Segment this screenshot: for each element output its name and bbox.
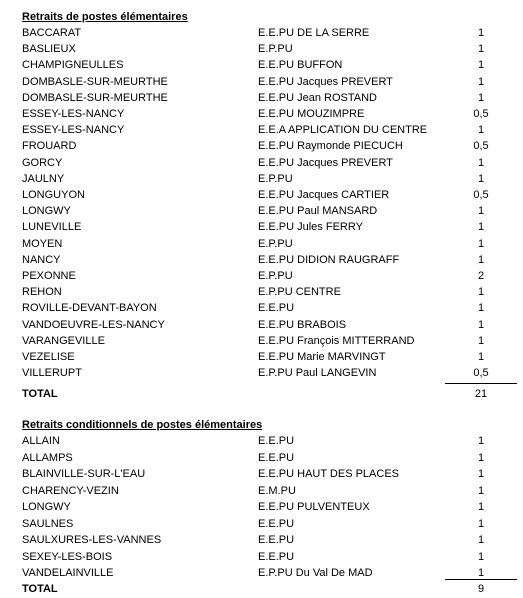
commune-cell: VANDELAINVILLE: [22, 567, 114, 579]
table-row: [0, 42, 523, 58]
table-row: [0, 204, 523, 220]
table-row: [0, 366, 523, 382]
value-cell: 1: [477, 75, 485, 88]
school-cell: E.E.PU DE LA SERRE: [258, 27, 370, 39]
school-cell: E.E.PU BRABOIS: [258, 318, 347, 331]
commune-cell: MOYEN: [22, 237, 63, 250]
commune-cell: REHON: [22, 286, 62, 299]
value-cell: 1: [477, 286, 485, 299]
table-row: [0, 467, 523, 483]
commune-cell: ALLAIN: [22, 435, 60, 447]
total-value: 9: [477, 583, 485, 595]
value-cell: 1: [477, 334, 485, 347]
value-cell: 1: [477, 253, 485, 266]
commune-cell: SAULXURES-LES-VANNES: [22, 534, 162, 546]
school-cell: E.P.PU: [258, 270, 293, 282]
commune-cell: LONGUYON: [22, 189, 85, 201]
table-row: [0, 334, 523, 350]
table-row: [0, 434, 523, 450]
value-cell: 1: [477, 318, 485, 331]
commune-cell: VILLERUPT: [22, 367, 82, 380]
commune-cell: BLAINVILLE-SUR-L'EAU: [22, 468, 146, 480]
table-row: [0, 172, 523, 188]
value-cell: 1: [477, 205, 485, 218]
commune-cell: NANCY: [22, 253, 61, 266]
school-cell: E.E.A APPLICATION DU CENTRE: [258, 124, 428, 137]
commune-cell: CHARENCY-VEZIN: [22, 484, 119, 497]
table-row: [0, 253, 523, 269]
value-cell: 1: [477, 59, 485, 72]
table-row: [0, 156, 523, 172]
commune-cell: VEZELISE: [22, 351, 75, 363]
commune-cell: ALLAMPS: [22, 451, 73, 464]
table-row: [0, 139, 523, 155]
commune-cell: ROVILLE-DEVANT-BAYON: [22, 302, 157, 315]
school-cell: E.E.PU: [258, 517, 295, 530]
table-row: [0, 350, 523, 366]
table-row: [0, 75, 523, 91]
school-cell: E.E.PU: [258, 451, 295, 464]
school-cell: E.P.PU CENTRE: [258, 286, 341, 299]
commune-cell: LONGWY: [22, 205, 71, 218]
school-cell: E.E.PU DIDION RAUGRAFF: [258, 253, 400, 266]
commune-cell: DOMBASLE-SUR-MEURTHE: [22, 91, 168, 104]
commune-cell: CHAMPIGNEULLES: [22, 59, 124, 72]
school-cell: E.E.PU PULVENTEUX: [258, 501, 370, 513]
commune-cell: FROUARD: [22, 140, 77, 153]
table-row: [0, 285, 523, 301]
section-title: Retraits conditionnels de postes élémentaires: [22, 419, 263, 431]
commune-cell: JAULNY: [22, 172, 65, 185]
table-row: [0, 451, 523, 467]
table-row: [0, 301, 523, 317]
value-cell: 1: [477, 501, 485, 513]
value-cell: 1: [477, 517, 485, 530]
table-row: [0, 107, 523, 123]
commune-cell: LUNEVILLE: [22, 221, 82, 234]
table-row: [0, 517, 523, 533]
school-cell: E.E.PU Jacques CARTIER: [258, 189, 390, 201]
total-label: TOTAL: [22, 583, 58, 595]
school-cell: E.E.PU: [258, 435, 295, 447]
total-label: TOTAL: [22, 388, 58, 400]
value-cell: 2: [477, 270, 485, 282]
table-row: [0, 58, 523, 74]
value-cell: 0,5: [473, 189, 489, 201]
commune-cell: ESSEY-LES-NANCY: [22, 124, 125, 137]
total-value: 21: [474, 388, 488, 400]
total-rule: [445, 383, 517, 384]
value-cell: 1: [477, 124, 485, 137]
table-row: [0, 500, 523, 516]
school-cell: E.P.PU: [258, 237, 293, 250]
school-cell: E.E.PU Raymonde PIECUCH: [258, 140, 403, 153]
school-cell: E.E.PU François MITTERRAND: [258, 334, 415, 347]
value-cell: 1: [477, 91, 485, 104]
table-row: [0, 188, 523, 204]
school-cell: E.E.PU: [258, 302, 295, 315]
value-cell: 1: [477, 468, 485, 480]
school-cell: E.P.PU Du Val De MAD: [258, 567, 373, 579]
school-cell: E.E.PU HAUT DES PLACES: [258, 468, 400, 480]
school-cell: E.P.PU: [258, 43, 293, 56]
value-cell: 1: [477, 550, 485, 563]
school-cell: E.E.PU Paul MANSARD: [258, 205, 378, 218]
table-row: [0, 484, 523, 500]
commune-cell: BASLIEUX: [22, 43, 76, 56]
school-cell: E.M.PU: [258, 484, 296, 497]
commune-cell: ESSEY-LES-NANCY: [22, 108, 125, 120]
value-cell: 0,5: [473, 108, 489, 120]
value-cell: 1: [477, 435, 485, 447]
value-cell: 1: [477, 567, 485, 579]
table-row: [0, 123, 523, 139]
value-cell: 1: [477, 27, 485, 39]
school-cell: E.P.PU Paul LANGEVIN: [258, 367, 377, 380]
commune-cell: VANDOEUVRE-LES-NANCY: [22, 318, 165, 331]
school-cell: E.E.PU: [258, 550, 295, 563]
total-row: [0, 387, 523, 403]
table-row: [0, 220, 523, 236]
table-row: [0, 91, 523, 107]
value-cell: 1: [477, 534, 485, 546]
table-row: [0, 26, 523, 42]
commune-cell: PEXONNE: [22, 270, 76, 282]
school-cell: E.E.PU: [258, 534, 295, 546]
value-cell: 0,5: [473, 367, 489, 380]
commune-cell: LONGWY: [22, 501, 71, 513]
value-cell: 1: [477, 484, 485, 497]
commune-cell: SEXEY-LES-BOIS: [22, 550, 113, 563]
value-cell: 1: [477, 43, 485, 56]
commune-cell: BACCARAT: [22, 27, 82, 39]
value-cell: 1: [477, 237, 485, 250]
table-row: [0, 237, 523, 253]
total-rule: [445, 579, 517, 580]
table-row: [0, 550, 523, 566]
table-row: [0, 318, 523, 334]
school-cell: E.P.PU: [258, 172, 293, 185]
value-cell: 1: [477, 451, 485, 464]
value-cell: 1: [477, 351, 485, 363]
table-row: [0, 533, 523, 549]
commune-cell: DOMBASLE-SUR-MEURTHE: [22, 75, 168, 88]
commune-cell: VARANGEVILLE: [22, 334, 105, 347]
table-row: [0, 269, 523, 285]
value-cell: 1: [477, 221, 485, 234]
commune-cell: SAULNES: [22, 517, 74, 530]
total-row: [0, 582, 523, 598]
school-cell: E.E.PU Jacques PREVERT: [258, 156, 393, 169]
section-title: Retraits de postes élémentaires: [22, 11, 188, 23]
value-cell: 1: [477, 302, 485, 315]
school-cell: E.E.PU MOUZIMPRE: [258, 108, 365, 120]
school-cell: E.E.PU Jules FERRY: [258, 221, 363, 234]
commune-cell: GORCY: [22, 156, 63, 169]
school-cell: E.E.PU Jacques PREVERT: [258, 75, 393, 88]
school-cell: E.E.PU Jean ROSTAND: [258, 91, 377, 104]
value-cell: 0,5: [473, 140, 489, 153]
school-cell: E.E.PU BUFFON: [258, 59, 343, 72]
value-cell: 1: [477, 156, 485, 169]
school-cell: E.E.PU Marie MARVINGT: [258, 351, 386, 363]
value-cell: 1: [477, 172, 485, 185]
